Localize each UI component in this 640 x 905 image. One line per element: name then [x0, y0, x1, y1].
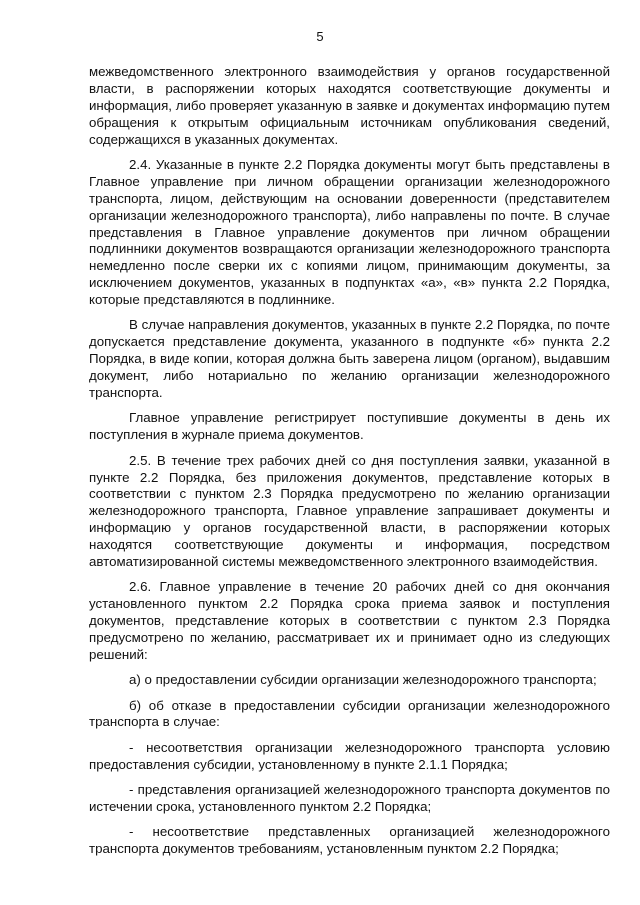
paragraph-2-6: 2.6. Главное управление в течение 20 рабочих дней со дня окончания установленного пунктом 2.2 Порядка срока приема заявок и поступления документов, представление которых в соответствии с пунктом 2.3 Порядка предусмотрено по желанию, рассматривает их и принимает одно из следующих решений: — [89, 579, 610, 662]
paragraph-mail-submission: В случае направления документов, указанных в пункте 2.2 Порядка, по почте допускается представление документа, указанного в подпункте «б» пункта 2.2 Порядка, в виде копии, которая должна быть заверена лицом (органом), выдавшим документ, либо нотариально по желанию организации железнодорожного транспорта. — [89, 317, 610, 401]
list-item-noncompliance: - несоответствия организации железнодорожного транспорта условию предоставления субсидии, установленному в пункте 2.1.1 Порядка; — [89, 739, 610, 772]
page-number: 5 — [316, 29, 324, 44]
list-item-late-submission: - представления организацией железнодорожного транспорта документов по истечении срока, установленного пунктом 2.2 Порядка; — [89, 781, 610, 814]
paragraph-2-5: 2.5. В течение трех рабочих дней со дня поступления заявки, указанной в пункте 2.2 Порядка, без приложения документов, представление которых в соответствии с пунктом 2.3 Порядка предусмотрено по желанию организации железнодорожного транспорта, Главное управление запрашивает документы и информацию у органов государственной власти, в распоряжении которых находятся соответствующие документы и информация, посредством автоматизированной системы межведомственного электронного взаимодействия. — [89, 452, 610, 570]
paragraph-decision-a: а) о предоставлении субсидии организации железнодорожного транспорта; — [129, 672, 597, 688]
document-body — [89, 64, 610, 866]
paragraph-decision-b: б) об отказе в предоставлении субсидии организации железнодорожного транспорта в случае: — [89, 697, 610, 730]
paragraph-2-4: 2.4. Указанные в пункте 2.2 Порядка документы могут быть представлены в Главное управление при личном обращении организации железнодорожного транспорта, лицом, действующим на основании доверенности (представителем организации железнодорожного транспорта), либо направлены по почте. В случае представления в Главное управление документов при личном обращении подлинники документов возвращаются организации железнодорожного транспорта немедленно после сверки их с копиями лицом, принимающим документы, за исключением документов, указанных в подпунктах «а», «в» пункта 2.2 Порядка, которые представляются в подлиннике. — [89, 156, 610, 308]
paragraph-registration: Главное управление регистрирует поступившие документы в день их поступления в журнале приема документов. — [89, 410, 610, 443]
paragraph-continuation: межведомственного электронного взаимодействия у органов государственной власти, в распоряжении которых находятся соответствующие документы и информация, либо проверяет указанную в заявке и документах информацию путем обращения к открытым официальным источникам опубликования сведений, содержащихся в указанных документах. — [89, 64, 610, 147]
list-item-requirements: - несоответствие представленных организацией железнодорожного транспорта документов требованиям, установленным пунктом 2.2 Порядка; — [89, 824, 610, 857]
